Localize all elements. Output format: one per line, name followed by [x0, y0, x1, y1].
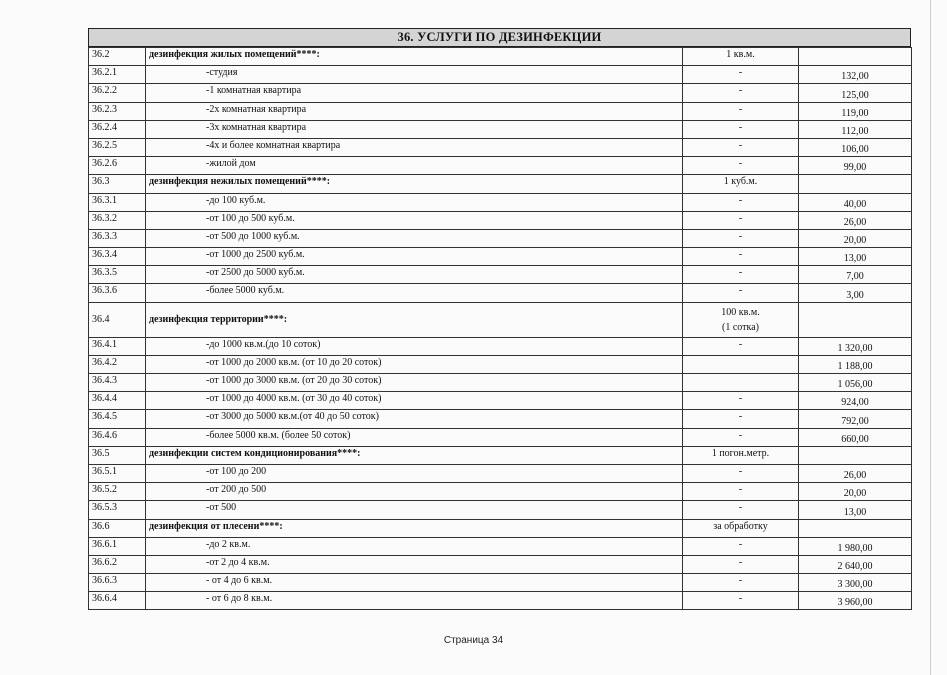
section-header-row: [89, 175, 912, 193]
unit-cell: -: [683, 229, 799, 247]
section-header-row: [89, 48, 912, 66]
service-name: -от 1000 до 2500 куб.м.: [146, 248, 683, 266]
section-header-row: [89, 519, 912, 537]
service-name: -от 2 до 4 кв.м.: [146, 555, 683, 573]
unit-cell: -: [683, 66, 799, 84]
price-cell: 13,00: [799, 248, 912, 266]
service-name: - от 4 до 6 кв.м.: [146, 574, 683, 592]
unit-cell: -: [683, 266, 799, 284]
service-name: -от 100 до 500 куб.м.: [146, 211, 683, 229]
service-name: -от 500 до 1000 куб.м.: [146, 229, 683, 247]
price-cell: 20,00: [799, 229, 912, 247]
price-sheet: [88, 28, 911, 610]
service-name: -от 200 до 500: [146, 483, 683, 501]
table-row: [89, 229, 912, 247]
section-header-row: [89, 302, 912, 337]
service-name: -от 3000 до 5000 кв.м.(от 40 до 50 соток): [146, 410, 683, 428]
unit-cell: -: [683, 574, 799, 592]
row-code: 36.3.1: [89, 193, 146, 211]
unit-cell: -: [683, 84, 799, 102]
row-code: 36.3.2: [89, 211, 146, 229]
service-name: -до 100 куб.м.: [146, 193, 683, 211]
row-code: 36.3.6: [89, 284, 146, 302]
price-cell: 119,00: [799, 102, 912, 120]
price-cell: 924,00: [799, 392, 912, 410]
unit-cell: -: [683, 592, 799, 610]
service-name: -жилой дом: [146, 157, 683, 175]
unit-cell: -: [683, 120, 799, 138]
row-code: 36.5.1: [89, 464, 146, 482]
row-code: 36.4.3: [89, 374, 146, 392]
group-title: дезинфекции систем кондиционирования****:: [146, 446, 683, 464]
table-row: [89, 84, 912, 102]
row-code: 36.2.2: [89, 84, 146, 102]
section-header-row: [89, 446, 912, 464]
row-code: 36.5.2: [89, 483, 146, 501]
service-name: -2х комнатная квартира: [146, 102, 683, 120]
price-cell: 3 300,00: [799, 574, 912, 592]
row-code: 36.6.4: [89, 592, 146, 610]
group-title: дезинфекция нежилых помещений****:: [146, 175, 683, 193]
group-title: дезинфекция от плесени****:: [146, 519, 683, 537]
row-code: 36.4.4: [89, 392, 146, 410]
price-cell: 112,00: [799, 120, 912, 138]
price-cell: 1 188,00: [799, 355, 912, 373]
service-name: -до 1000 кв.м.(до 10 соток): [146, 337, 683, 355]
table-row: [89, 193, 912, 211]
group-title: дезинфекция территории****:: [146, 302, 683, 337]
unit-cell: 1 погон.метр.: [683, 446, 799, 464]
service-name: -3х комнатная квартира: [146, 120, 683, 138]
row-code: 36.4.5: [89, 410, 146, 428]
price-cell: 26,00: [799, 464, 912, 482]
row-code: 36.5: [89, 446, 146, 464]
unit-cell: -: [683, 537, 799, 555]
row-code: 36.2.3: [89, 102, 146, 120]
price-cell: 132,00: [799, 66, 912, 84]
row-code: 36.2.1: [89, 66, 146, 84]
service-name: -1 комнатная квартира: [146, 84, 683, 102]
price-cell: 1 320,00: [799, 337, 912, 355]
price-cell: 3,00: [799, 284, 912, 302]
unit-cell: -: [683, 102, 799, 120]
table-row: [89, 284, 912, 302]
price-table-body: [89, 48, 912, 610]
price-cell: 106,00: [799, 138, 912, 156]
row-code: 36.2.4: [89, 120, 146, 138]
table-row: [89, 555, 912, 573]
unit-line: 100 кв.м.: [721, 306, 760, 318]
unit-cell: -: [683, 337, 799, 355]
unit-cell: [683, 355, 799, 373]
service-name: -более 5000 куб.м.: [146, 284, 683, 302]
service-name: -студия: [146, 66, 683, 84]
service-name: - от 6 до 8 кв.м.: [146, 592, 683, 610]
row-code: 36.6.2: [89, 555, 146, 573]
service-name: -до 2 кв.м.: [146, 537, 683, 555]
service-name: -от 500: [146, 501, 683, 519]
row-code: 36.3.4: [89, 248, 146, 266]
price-cell: [799, 48, 912, 66]
row-code: 36.2: [89, 48, 146, 66]
service-name: -от 2500 до 5000 куб.м.: [146, 266, 683, 284]
row-code: 36.6: [89, 519, 146, 537]
row-code: 36.2.5: [89, 138, 146, 156]
row-code: 36.3.5: [89, 266, 146, 284]
unit-cell: -: [683, 193, 799, 211]
unit-line-2: (1 сотка): [722, 321, 759, 333]
page-edge-line: [930, 0, 931, 675]
unit-cell: -: [683, 428, 799, 446]
price-cell: 125,00: [799, 84, 912, 102]
unit-cell: -: [683, 555, 799, 573]
price-cell: 20,00: [799, 483, 912, 501]
price-cell: [799, 302, 912, 337]
unit-cell: -: [683, 138, 799, 156]
price-cell: 660,00: [799, 428, 912, 446]
price-cell: 1 056,00: [799, 374, 912, 392]
row-code: 36.5.3: [89, 501, 146, 519]
table-row: [89, 428, 912, 446]
unit-cell: -: [683, 157, 799, 175]
service-name: -4х и более комнатная квартира: [146, 138, 683, 156]
table-row: [89, 157, 912, 175]
unit-cell: -: [683, 410, 799, 428]
table-row: [89, 337, 912, 355]
row-code: 36.4.1: [89, 337, 146, 355]
table-row: [89, 266, 912, 284]
table-row: [89, 537, 912, 555]
row-code: 36.4: [89, 302, 146, 337]
price-cell: 1 980,00: [799, 537, 912, 555]
table-row: [89, 592, 912, 610]
price-cell: 2 640,00: [799, 555, 912, 573]
price-cell: [799, 175, 912, 193]
table-row: [89, 211, 912, 229]
unit-cell: -: [683, 284, 799, 302]
service-name: -от 1000 до 4000 кв.м. (от 30 до 40 соток): [146, 392, 683, 410]
table-row: [89, 374, 912, 392]
row-code: 36.4.6: [89, 428, 146, 446]
table-row: [89, 410, 912, 428]
unit-cell: [683, 302, 799, 337]
price-cell: 792,00: [799, 410, 912, 428]
table-row: [89, 66, 912, 84]
price-cell: 99,00: [799, 157, 912, 175]
price-cell: 7,00: [799, 266, 912, 284]
unit-cell: 1 куб.м.: [683, 175, 799, 193]
unit-cell: -: [683, 392, 799, 410]
row-code: 36.6.1: [89, 537, 146, 555]
unit-cell: -: [683, 464, 799, 482]
row-code: 36.3: [89, 175, 146, 193]
unit-cell: -: [683, 483, 799, 501]
row-code: 36.2.6: [89, 157, 146, 175]
row-code: 36.3.3: [89, 229, 146, 247]
table-row: [89, 392, 912, 410]
service-name: -от 1000 до 2000 кв.м. (от 10 до 20 соток): [146, 355, 683, 373]
price-cell: [799, 446, 912, 464]
table-row: [89, 483, 912, 501]
table-row: [89, 138, 912, 156]
group-title: дезинфекция жилых помещений****:: [146, 48, 683, 66]
unit-cell: -: [683, 211, 799, 229]
unit-cell: -: [683, 501, 799, 519]
unit-cell: за обработку: [683, 519, 799, 537]
table-row: [89, 574, 912, 592]
section-title: 36. УСЛУГИ ПО ДЕЗИНФЕКЦИИ: [88, 28, 911, 47]
price-cell: [799, 519, 912, 537]
unit-cell: -: [683, 248, 799, 266]
price-cell: 3 960,00: [799, 592, 912, 610]
service-name: -более 5000 кв.м. (более 50 соток): [146, 428, 683, 446]
service-name: -от 1000 до 3000 кв.м. (от 20 до 30 соток): [146, 374, 683, 392]
price-table: [88, 47, 912, 610]
table-row: [89, 120, 912, 138]
unit-cell: [683, 374, 799, 392]
table-row: [89, 501, 912, 519]
row-code: 36.4.2: [89, 355, 146, 373]
table-row: [89, 464, 912, 482]
price-cell: 40,00: [799, 193, 912, 211]
table-row: [89, 355, 912, 373]
service-name: -от 100 до 200: [146, 464, 683, 482]
row-code: 36.6.3: [89, 574, 146, 592]
unit-cell: 1 кв.м.: [683, 48, 799, 66]
price-cell: 13,00: [799, 501, 912, 519]
price-cell: 26,00: [799, 211, 912, 229]
table-row: [89, 248, 912, 266]
page-number: Страница 34: [443, 635, 504, 646]
table-row: [89, 102, 912, 120]
